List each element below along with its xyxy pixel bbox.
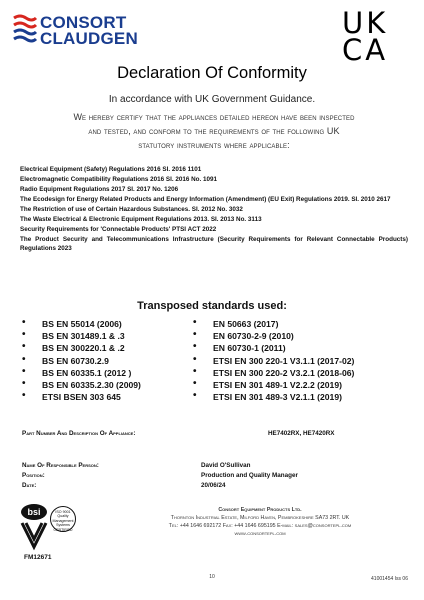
standards-right-column xyxy=(193,318,354,403)
standard-item: • EN 60730-1 (2011) xyxy=(193,341,286,354)
consort-claudgen-logo xyxy=(10,12,170,48)
bullet-icon: • xyxy=(22,317,26,328)
iso-line: Management xyxy=(52,518,74,523)
bullet-icon: • xyxy=(193,390,197,402)
ukca-row1: UK xyxy=(342,6,389,40)
logo-line2: CLAUDGEN xyxy=(40,29,138,48)
standard-item: • EN 60730-2-9 (2010) xyxy=(193,329,294,342)
document-title: Declaration Of Conformity xyxy=(117,64,307,82)
standard-item: • ETSI EN 301 489-3 V2.1.1 (2019) xyxy=(193,390,342,403)
regulation-item: Electrical Equipment (Safety) Regulations 2016 SI. 2016 1101 xyxy=(20,166,202,173)
bsi-text: bsi xyxy=(27,507,41,517)
bullet-icon: • xyxy=(193,365,197,377)
responsible-name-value: David O'Sullivan xyxy=(201,462,251,469)
bullet-icon: • xyxy=(22,365,26,377)
bullet-icon: • xyxy=(193,329,197,341)
regulation-item: The Product Security and Telecommunications Infrastructure (Security Requirements for Relevant Connectable Products) Regulations 2023 xyxy=(20,236,408,252)
part-number-label: Part Number And Description Of Appliance: xyxy=(22,430,136,437)
standard-item: • EN 50663 (2017) xyxy=(193,317,279,329)
iso-9001-label: ISO 9001 xyxy=(55,510,71,514)
standard-item: • ETSI BSEN 303 645 xyxy=(22,390,121,403)
regulations-list xyxy=(20,165,408,254)
company-website: www.consortepl.com xyxy=(234,531,286,537)
bullet-icon: • xyxy=(193,353,197,365)
bullet-icon: • xyxy=(193,341,197,353)
regulation-item: The Restriction of use of Certain Hazardous Substances. SI. 2012 No. 3032 xyxy=(20,206,243,213)
responsible-name-label: Name Of Responsible Person: xyxy=(22,462,99,469)
standard-item: • BS EN 60335.2.30 (2009) xyxy=(22,378,141,391)
standard-item: • BS EN 60730.2.9 xyxy=(22,353,109,366)
ukca-row2: CA xyxy=(342,33,389,67)
standard-item: • ETSI EN 300 220-1 V3.1.1 (2017-02) xyxy=(193,353,355,366)
part-number-value: HE7402RX, HE7420RX xyxy=(268,430,335,437)
bullet-icon: • xyxy=(22,329,26,341)
regulation-item: Security Requirements for 'Connectable Products' PTSI ACT 2022 xyxy=(20,226,217,233)
certify-line: and tested, and conform to the requirements of the following UK xyxy=(88,126,340,136)
bullet-icon: • xyxy=(193,317,197,328)
certify-line: We hereby certify that the appliances detailed hereon have been inspected xyxy=(73,112,355,122)
bullet-icon: • xyxy=(22,341,26,353)
standard-item: • ETSI EN 300 220-2 V3.2.1 (2018-06) xyxy=(193,365,355,378)
bullet-icon: • xyxy=(22,353,26,365)
bsi-certification-badge xyxy=(18,503,88,563)
bullet-icon: • xyxy=(22,378,26,390)
standard-item: • BS EN 60335.1 (2012 ) xyxy=(22,365,132,378)
iso-line: CERTIFIED xyxy=(53,527,73,532)
company-name: Consort Equipment Products Ltd. xyxy=(218,507,302,513)
date-label: Date: xyxy=(22,482,37,489)
company-address-block xyxy=(110,506,410,538)
position-value: Production and Quality Manager xyxy=(201,472,298,479)
logo-line1: CONSORT xyxy=(40,13,127,32)
iso-line: Quality xyxy=(57,514,69,519)
document-subtitle: In accordance with UK Government Guidance. xyxy=(108,94,316,105)
ukca-mark xyxy=(342,6,402,67)
standard-item: • ETSI EN 301 489-1 V2.2.2 (2019) xyxy=(193,378,342,391)
standards-heading: Transposed standards used: xyxy=(137,300,287,312)
bsi-kitemark-icon xyxy=(18,503,52,551)
bullet-icon: • xyxy=(22,390,26,402)
certify-line: statutory instruments where applicable: xyxy=(138,140,290,150)
standard-item: • BS EN 301489.1 & .3 xyxy=(22,329,125,342)
position-label: Position: xyxy=(22,472,45,479)
standards-left-column xyxy=(22,318,141,403)
date-value: 20/06/24 xyxy=(201,482,226,489)
iso-9001-seal xyxy=(50,506,76,532)
company-contact: Tel: +44 1646 692172 Fax: +44 1646 695195 E-mail: sales@consortepl.com xyxy=(168,523,352,529)
standard-item: • BS EN 300220.1 & .2 xyxy=(22,341,125,354)
regulation-item: Electromagnetic Compatibility Regulations 2016 SI. 2016 No. 1091 xyxy=(20,176,218,183)
logo-wave-icon xyxy=(10,14,38,46)
company-address: Thornton Industrial Estate, Milford Haven, Pembrokeshire SA73 2RT. UK xyxy=(170,515,350,521)
iso-line: Systems xyxy=(56,523,70,528)
document-code: 41001454 Iss 06 xyxy=(371,576,408,582)
regulation-item: Radio Equipment Regulations 2017 SI. 2017 No. 1206 xyxy=(20,186,179,193)
page-number: 10 xyxy=(209,574,215,580)
fm-certificate-number: FM12671 xyxy=(24,554,52,561)
standard-item: • BS EN 55014 (2006) xyxy=(22,317,122,329)
regulation-item: The Ecodesign for Energy Related Products and Energy Information (Amendment) (EU Exit) Regulations 2019. SI. 2010 2617 xyxy=(20,196,391,203)
certification-statement xyxy=(34,110,394,152)
regulation-item: The Waste Electrical & Electronic Equipment Regulations 2013. SI. 2013 No. 3113 xyxy=(20,216,262,223)
bullet-icon: • xyxy=(193,378,197,390)
